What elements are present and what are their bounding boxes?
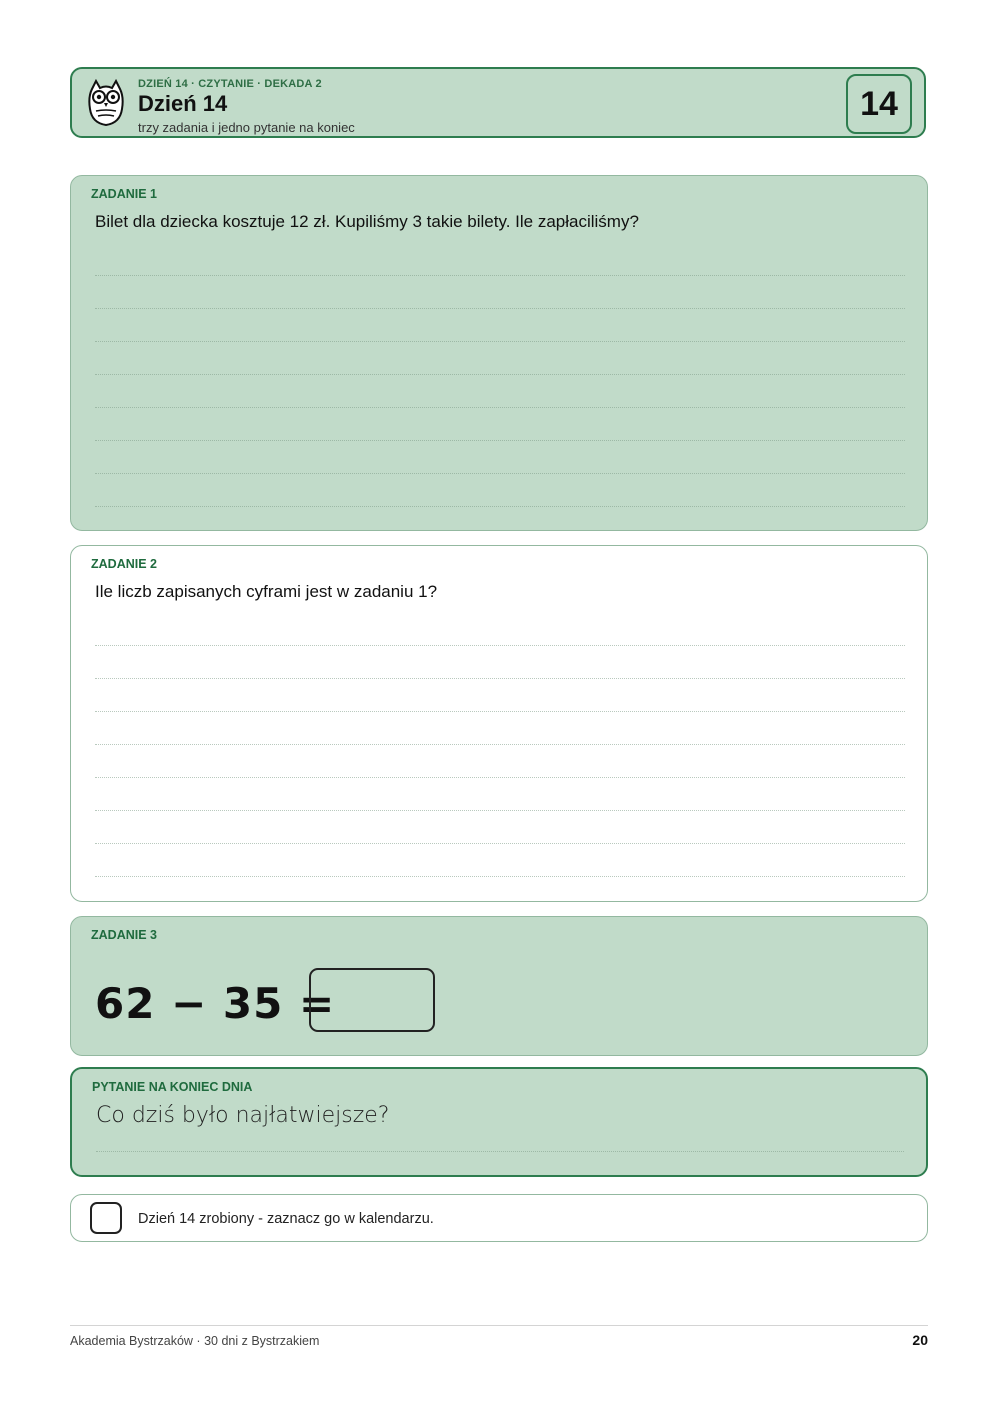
- completion-text: Dzień 14 zrobiony - zaznacz go w kalendarzu.: [138, 1211, 434, 1227]
- day-number-badge: 14: [846, 74, 912, 134]
- owl-icon: [86, 79, 126, 127]
- answer-line[interactable]: [95, 374, 905, 375]
- final-question-card: [70, 1067, 928, 1177]
- answer-line[interactable]: [95, 678, 905, 679]
- answer-line[interactable]: [95, 407, 905, 408]
- task-3-card: [70, 916, 928, 1056]
- task-2-label: ZADANIE 2: [91, 557, 157, 571]
- answer-line[interactable]: [95, 645, 905, 646]
- answer-line[interactable]: [95, 275, 905, 276]
- footer-divider: [70, 1325, 928, 1326]
- task-2-answer-lines[interactable]: [95, 546, 905, 901]
- footer-title: Akademia Bystrzaków · 30 dni z Bystrzakiem: [70, 1334, 320, 1348]
- answer-line[interactable]: [95, 777, 905, 778]
- final-answer-lines[interactable]: [96, 1069, 904, 1175]
- answer-line[interactable]: [95, 843, 905, 844]
- answer-line[interactable]: [95, 440, 905, 441]
- completion-checkbox[interactable]: [90, 1202, 122, 1234]
- answer-line[interactable]: [95, 810, 905, 811]
- task-3-label: ZADANIE 3: [91, 928, 157, 942]
- page-title: Dzień 14: [138, 91, 228, 116]
- task-1-question: Bilet dla dziecka kosztuje 12 zł. Kupiliśmy 3 takie bilety. Ile zapłaciliśmy?: [95, 212, 639, 231]
- task-1-answer-lines[interactable]: [95, 176, 905, 530]
- page-number: 20: [912, 1332, 928, 1348]
- answer-line[interactable]: [95, 341, 905, 342]
- header-kicker: DZIEŃ 14 · CZYTANIE · DEKADA 2: [138, 78, 322, 90]
- answer-line[interactable]: [96, 1151, 904, 1152]
- answer-line[interactable]: [95, 473, 905, 474]
- answer-line[interactable]: [95, 744, 905, 745]
- day-header: [70, 67, 926, 138]
- answer-line[interactable]: [95, 711, 905, 712]
- task-1-label: ZADANIE 1: [91, 187, 157, 201]
- completion-row: [70, 1194, 928, 1242]
- answer-line[interactable]: [95, 308, 905, 309]
- task-2-question: Ile liczb zapisanych cyframi jest w zadaniu 1?: [95, 582, 438, 601]
- answer-box[interactable]: [309, 968, 435, 1032]
- final-question-label: PYTANIE NA KONIEC DNIA: [92, 1080, 253, 1094]
- task-2-card: [70, 545, 928, 902]
- equation: 62 − 35 =: [95, 979, 336, 1028]
- page-subtitle: trzy zadania i jedno pytanie na koniec: [138, 120, 355, 135]
- final-question: Co dziś było najłatwiejsze?: [96, 1103, 390, 1128]
- answer-line[interactable]: [95, 506, 905, 507]
- answer-line[interactable]: [95, 876, 905, 877]
- task-1-card: [70, 175, 928, 531]
